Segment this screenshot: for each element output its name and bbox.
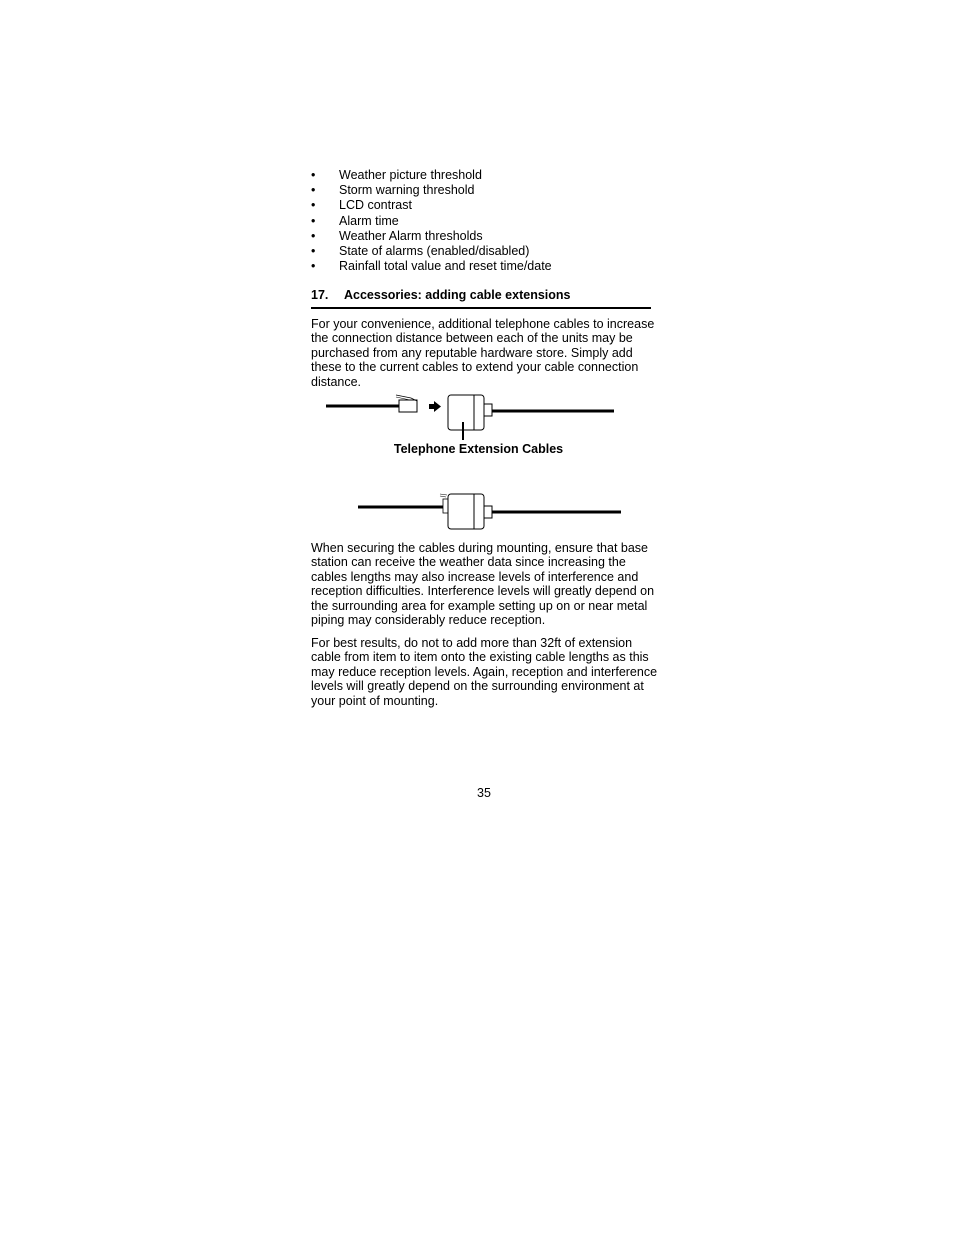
- bullet-icon: •: [311, 183, 316, 198]
- list-item: • LCD contrast: [311, 198, 412, 213]
- coupler-icon: [448, 395, 492, 440]
- extension-cable: [492, 411, 614, 413]
- coupler-icon: [448, 494, 484, 529]
- list-item: • Weather picture threshold: [311, 168, 482, 182]
- list-item: • State of alarms (enabled/disabled): [311, 244, 530, 259]
- list-item: • Alarm time: [311, 213, 399, 228]
- cable-extension-diagram: [0, 0, 954, 540]
- figure-caption: Telephone Extension Cables: [393, 442, 564, 456]
- page-number: 35: [477, 786, 491, 800]
- insert-arrow-icon: [429, 401, 441, 412]
- section-title: Accessories: adding cable extensions: [344, 288, 571, 302]
- mounting-paragraph: When securing the cables during mounting, ensure that base station can receive the weather data since increasing the cables lengths may also increase levels of interference and reception difficulties. Interference levels will greatly depend on the surrounding area for example setting up on or near metal piping may considerably reduce reception.: [311, 541, 655, 628]
- list-item: • Rainfall total value and reset time/date: [311, 259, 552, 274]
- best-results-paragraph: For best results, do not to add more than 32ft of extension cable from item to item onto the existing cable lengths as this may reduce reception levels. Again, reception and interference levels will greatly depend on the surrounding environment at your point of mounting.: [311, 636, 658, 708]
- bullet-icon: •: [311, 259, 316, 274]
- existing-cable-with-plug: [326, 395, 417, 412]
- section-number: 17.: [311, 288, 329, 302]
- rj11-plug-icon: [443, 499, 448, 513]
- list-item: • Storm warning threshold: [311, 183, 475, 198]
- bullet-icon: •: [311, 228, 316, 243]
- plug-clip-icon: [440, 494, 447, 495]
- rj11-plug-icon: [399, 400, 417, 412]
- bullet-icon: •: [311, 213, 316, 228]
- bullet-icon: •: [311, 198, 316, 213]
- bullet-icon: •: [311, 168, 316, 182]
- list-item: • Weather Alarm thresholds: [311, 228, 483, 243]
- connected-cables-assembly: [358, 494, 621, 529]
- bullet-icon: •: [311, 244, 316, 259]
- intro-paragraph: For your convenience, additional telephone cables to increase the connection distance between each of the units may be purchased from any reputable hardware store. Simply add these to the current cables to extend your cable connection distance.: [311, 317, 655, 389]
